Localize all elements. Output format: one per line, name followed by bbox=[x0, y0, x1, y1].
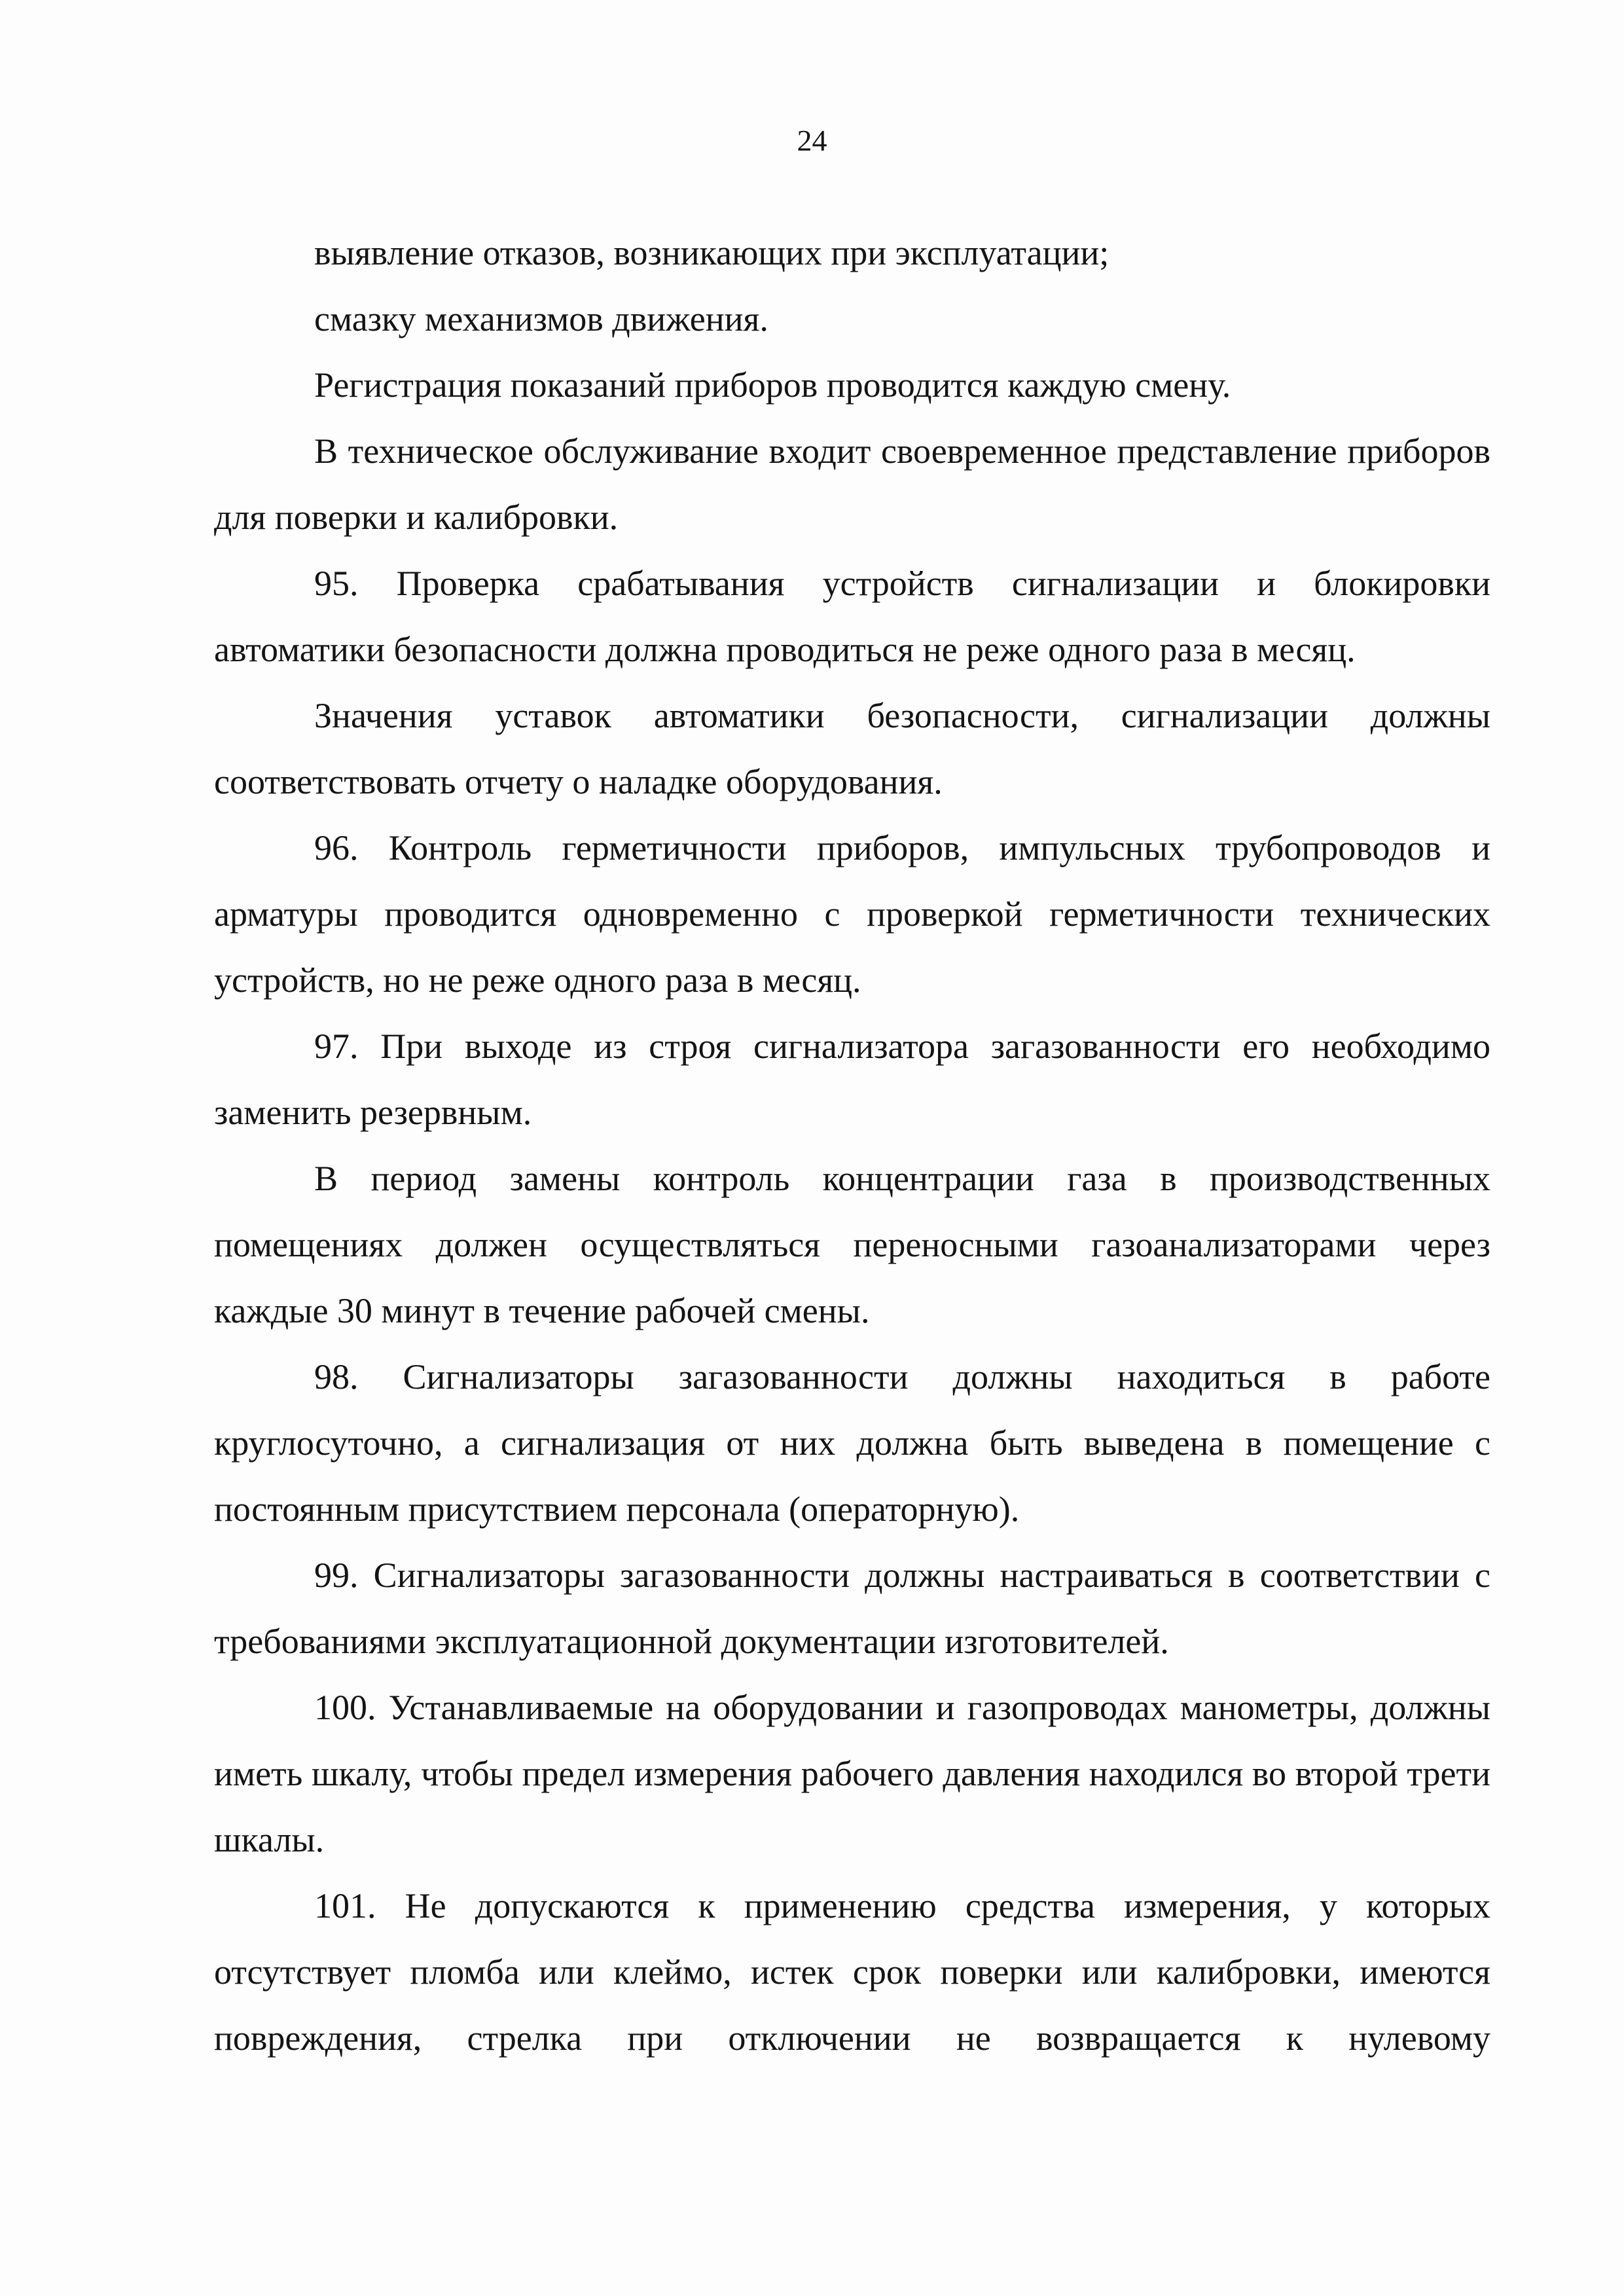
paragraph: В период замены контроль концентрации газа в производственных помещениях должен осуществляться переносными газоанализаторами через каждые 30 минут в течение рабочей смены. bbox=[214, 1159, 1490, 1330]
document-body bbox=[214, 220, 1490, 2071]
paragraph: выявление отказов, возникающих при эксплуатации; bbox=[314, 233, 1110, 272]
paragraph: 98. Сигнализаторы загазованности должны находиться в работе круглосуточно, а сигнализация от них должна быть выведена в помещение с постоянным присутствием персонала (операторную). bbox=[214, 1357, 1490, 1529]
paragraph: 101. Не допускаются к применению средства измерения, у которых отсутствует пломба или клеймо, истек срок поверки или калибровки, имеются повреждения, стрелка при отключении не возвращается к нулевому bbox=[214, 1886, 1490, 2058]
paragraph: 99. Сигнализаторы загазованности должны настраиваться в соответствии с требованиями эксплуатационной документации изготовителей. bbox=[214, 1556, 1490, 1661]
paragraph: Значения уставок автоматики безопасности, сигнализации должны соответствовать отчету о наладке оборудования. bbox=[214, 696, 1490, 801]
paragraph: 96. Контроль герметичности приборов, импульсных трубопроводов и арматуры проводится одновременно с проверкой герметичности технических устройств, но не реже одного раза в месяц. bbox=[214, 828, 1490, 1000]
paragraph: 95. Проверка срабатывания устройств сигнализации и блокировки автоматики безопасности должна проводиться не реже одного раза в месяц. bbox=[214, 564, 1490, 669]
paragraph: 100. Устанавливаемые на оборудовании и газопроводах манометры, должны иметь шкалу, чтобы предел измерения рабочего давления находился во второй трети шкалы. bbox=[214, 1688, 1490, 1859]
paragraph: В техническое обслуживание входит своевременное представление приборов для поверки и калибровки. bbox=[214, 431, 1490, 537]
paragraph: Регистрация показаний приборов проводится каждую смену. bbox=[314, 365, 1231, 405]
paragraph: смазку механизмов движения. bbox=[314, 299, 768, 338]
page-number: 24 bbox=[797, 124, 827, 157]
paragraph: 97. При выходе из строя сигнализатора загазованности его необходимо заменить резервным. bbox=[214, 1027, 1490, 1132]
